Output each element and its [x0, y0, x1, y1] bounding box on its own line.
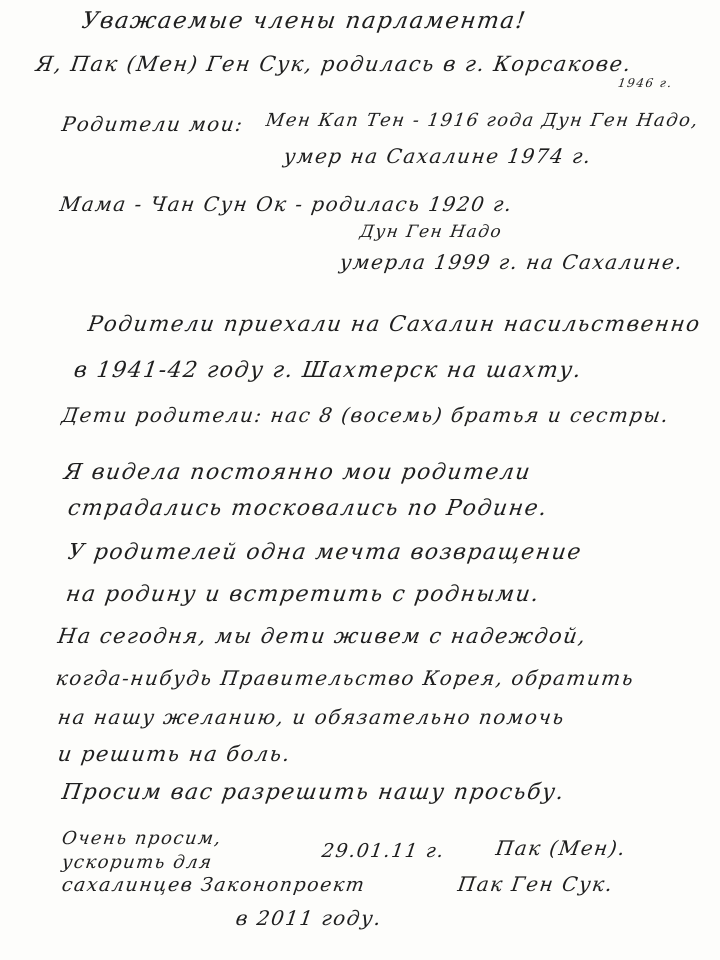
letter-date: 29.01.11 г.	[320, 840, 447, 862]
father-line-1: Мен Кап Тен - 1916 года Дун Ген Надо,	[264, 110, 701, 131]
letter-greeting: Уважаемые члены парламента!	[80, 8, 529, 34]
paragraph-1-line-2: в 1941-42 году г. Шахтерск на шахту.	[72, 358, 584, 383]
paragraph-2-line-4: на родину и встретить с родными.	[64, 582, 542, 607]
paragraph-3-line-1: На сегодня, мы дети живем с надеждой,	[56, 624, 589, 648]
paragraph-1-line-3: Дети родители: нас 8 (восемь) братья и сестры.	[60, 403, 672, 427]
mother-line-2: Дун Ген Надо	[358, 222, 504, 242]
paragraph-3-line-3: на нашу желанию, и обязательно помочь	[56, 705, 567, 729]
paragraph-3-line-2: когда-нибудь Правительство Корея, обратить	[54, 666, 637, 690]
request-line: Просим вас разрешить нашу просьбу.	[60, 780, 567, 805]
parents-label: Родители мои:	[60, 112, 246, 136]
mother-line-1: Мама - Чан Сун Ок - родилась 1920 г.	[58, 192, 515, 216]
closing-line-4: в 2011 году.	[234, 906, 384, 930]
closing-line-3: сахалинцев Законопроект	[60, 874, 367, 896]
letter-intro-line: Я, Пак (Мен) Ген Сук, родилась в г. Корсакове.	[34, 52, 634, 76]
paragraph-3-line-4: и решить на боль.	[56, 742, 293, 766]
mother-line-3: умерла 1999 г. на Сахалине.	[338, 250, 685, 274]
closing-line-1: Очень просим,	[60, 828, 224, 849]
paragraph-1-line-1: Родители приехали на Сахалин насильственно	[86, 312, 703, 337]
signature-name-2: Пак Ген Сук.	[456, 872, 616, 896]
birth-year-note: 1946 г.	[617, 76, 674, 90]
paragraph-2-line-2: страдались тосковались по Родине.	[66, 496, 550, 521]
father-line-2: умер на Сахалине 1974 г.	[282, 144, 594, 168]
closing-line-2: ускорить для	[60, 852, 215, 873]
paragraph-2-line-3: У родителей одна мечта возвращение	[66, 540, 584, 565]
signature-name-1: Пак (Мен).	[494, 836, 628, 860]
paragraph-2-line-1: Я видела постоянно мои родители	[62, 460, 533, 485]
